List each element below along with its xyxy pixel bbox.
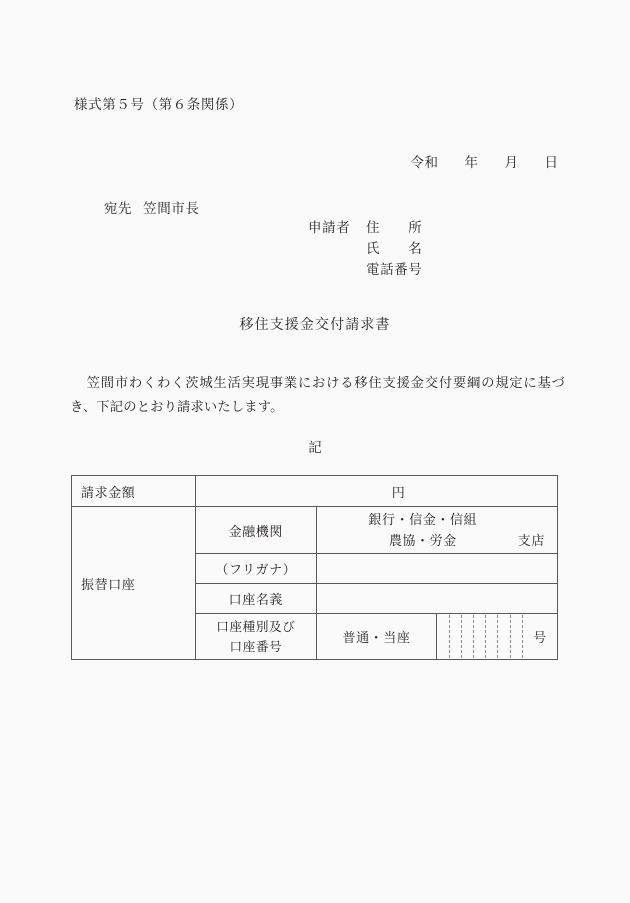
table-row-amount — [72, 476, 558, 507]
account-number-digit-4[interactable] — [474, 615, 486, 658]
furigana-value-cell[interactable] — [316, 554, 557, 584]
applicant-label: 申請者 — [308, 220, 351, 235]
applicant-block — [308, 217, 422, 280]
request-table — [71, 475, 558, 660]
addressee-line — [88, 181, 200, 233]
applicant-field-address: 住 所 — [366, 220, 423, 235]
account-number-suffix: 号 — [533, 630, 547, 645]
applicant-field-name: 氏 名 — [366, 241, 423, 256]
applicant-field-phone: 電話番号 — [366, 262, 423, 277]
bank-branch-label: 支店 — [517, 533, 545, 548]
account-number-digit-3[interactable] — [462, 615, 474, 658]
amount-label-cell: 請求金額 — [72, 476, 196, 507]
addressee-value: 笠間市長 — [143, 201, 200, 216]
ki-marker: 記 — [308, 440, 322, 455]
account-number-digit-2[interactable] — [450, 615, 462, 658]
day-unit: 日 — [544, 155, 559, 170]
bank-type-line-1: 銀行・信金・信組 — [368, 512, 478, 527]
account-section-label: 振替口座 — [72, 507, 196, 660]
bank-label-cell: 金融機関 — [196, 507, 317, 554]
account-type-cell[interactable]: 普通・当座 — [316, 614, 437, 660]
applicant-row-name — [308, 238, 422, 259]
date-line — [395, 135, 559, 187]
account-number-digit-6[interactable] — [498, 615, 510, 658]
applicant-row-address — [308, 217, 422, 238]
furigana-label-cell: （フリガナ） — [196, 554, 317, 584]
account-number-digit-row — [437, 615, 557, 658]
account-number-label-line-2: 口座番号 — [229, 639, 283, 654]
form-number: 様式第５号（第６条関係） — [74, 97, 244, 112]
table-row-bank — [72, 507, 558, 554]
amount-unit: 円 — [391, 484, 406, 500]
page-title: 移住支援金交付請求書 — [239, 318, 391, 333]
bank-value-cell[interactable] — [316, 507, 557, 554]
account-number-label-line-1: 口座種別及び — [216, 619, 296, 634]
bank-type-line-2: 農協・労金 — [388, 533, 457, 548]
account-number-digits-cell[interactable] — [437, 614, 558, 660]
account-holder-label-cell: 口座名義 — [196, 584, 317, 614]
body-paragraph-text: 笠間市わくわく茨城生活実現事業における移住支援金交付要綱の規定に基づき、下記のとおり請求いたします。 — [70, 375, 565, 414]
amount-value-cell[interactable] — [196, 476, 558, 507]
addressee-label: 宛先 — [103, 201, 133, 216]
year-unit: 年 — [464, 155, 479, 170]
account-number-digit-5[interactable] — [486, 615, 498, 658]
era-label: 令和 — [410, 155, 439, 170]
applicant-row-phone — [308, 259, 422, 280]
account-number-digit-1[interactable] — [437, 615, 449, 658]
account-holder-value-cell[interactable] — [316, 584, 557, 614]
month-unit: 月 — [504, 155, 519, 170]
account-number-digit-7[interactable] — [511, 615, 523, 658]
account-number-label-cell — [196, 614, 317, 660]
body-paragraph — [70, 371, 565, 419]
